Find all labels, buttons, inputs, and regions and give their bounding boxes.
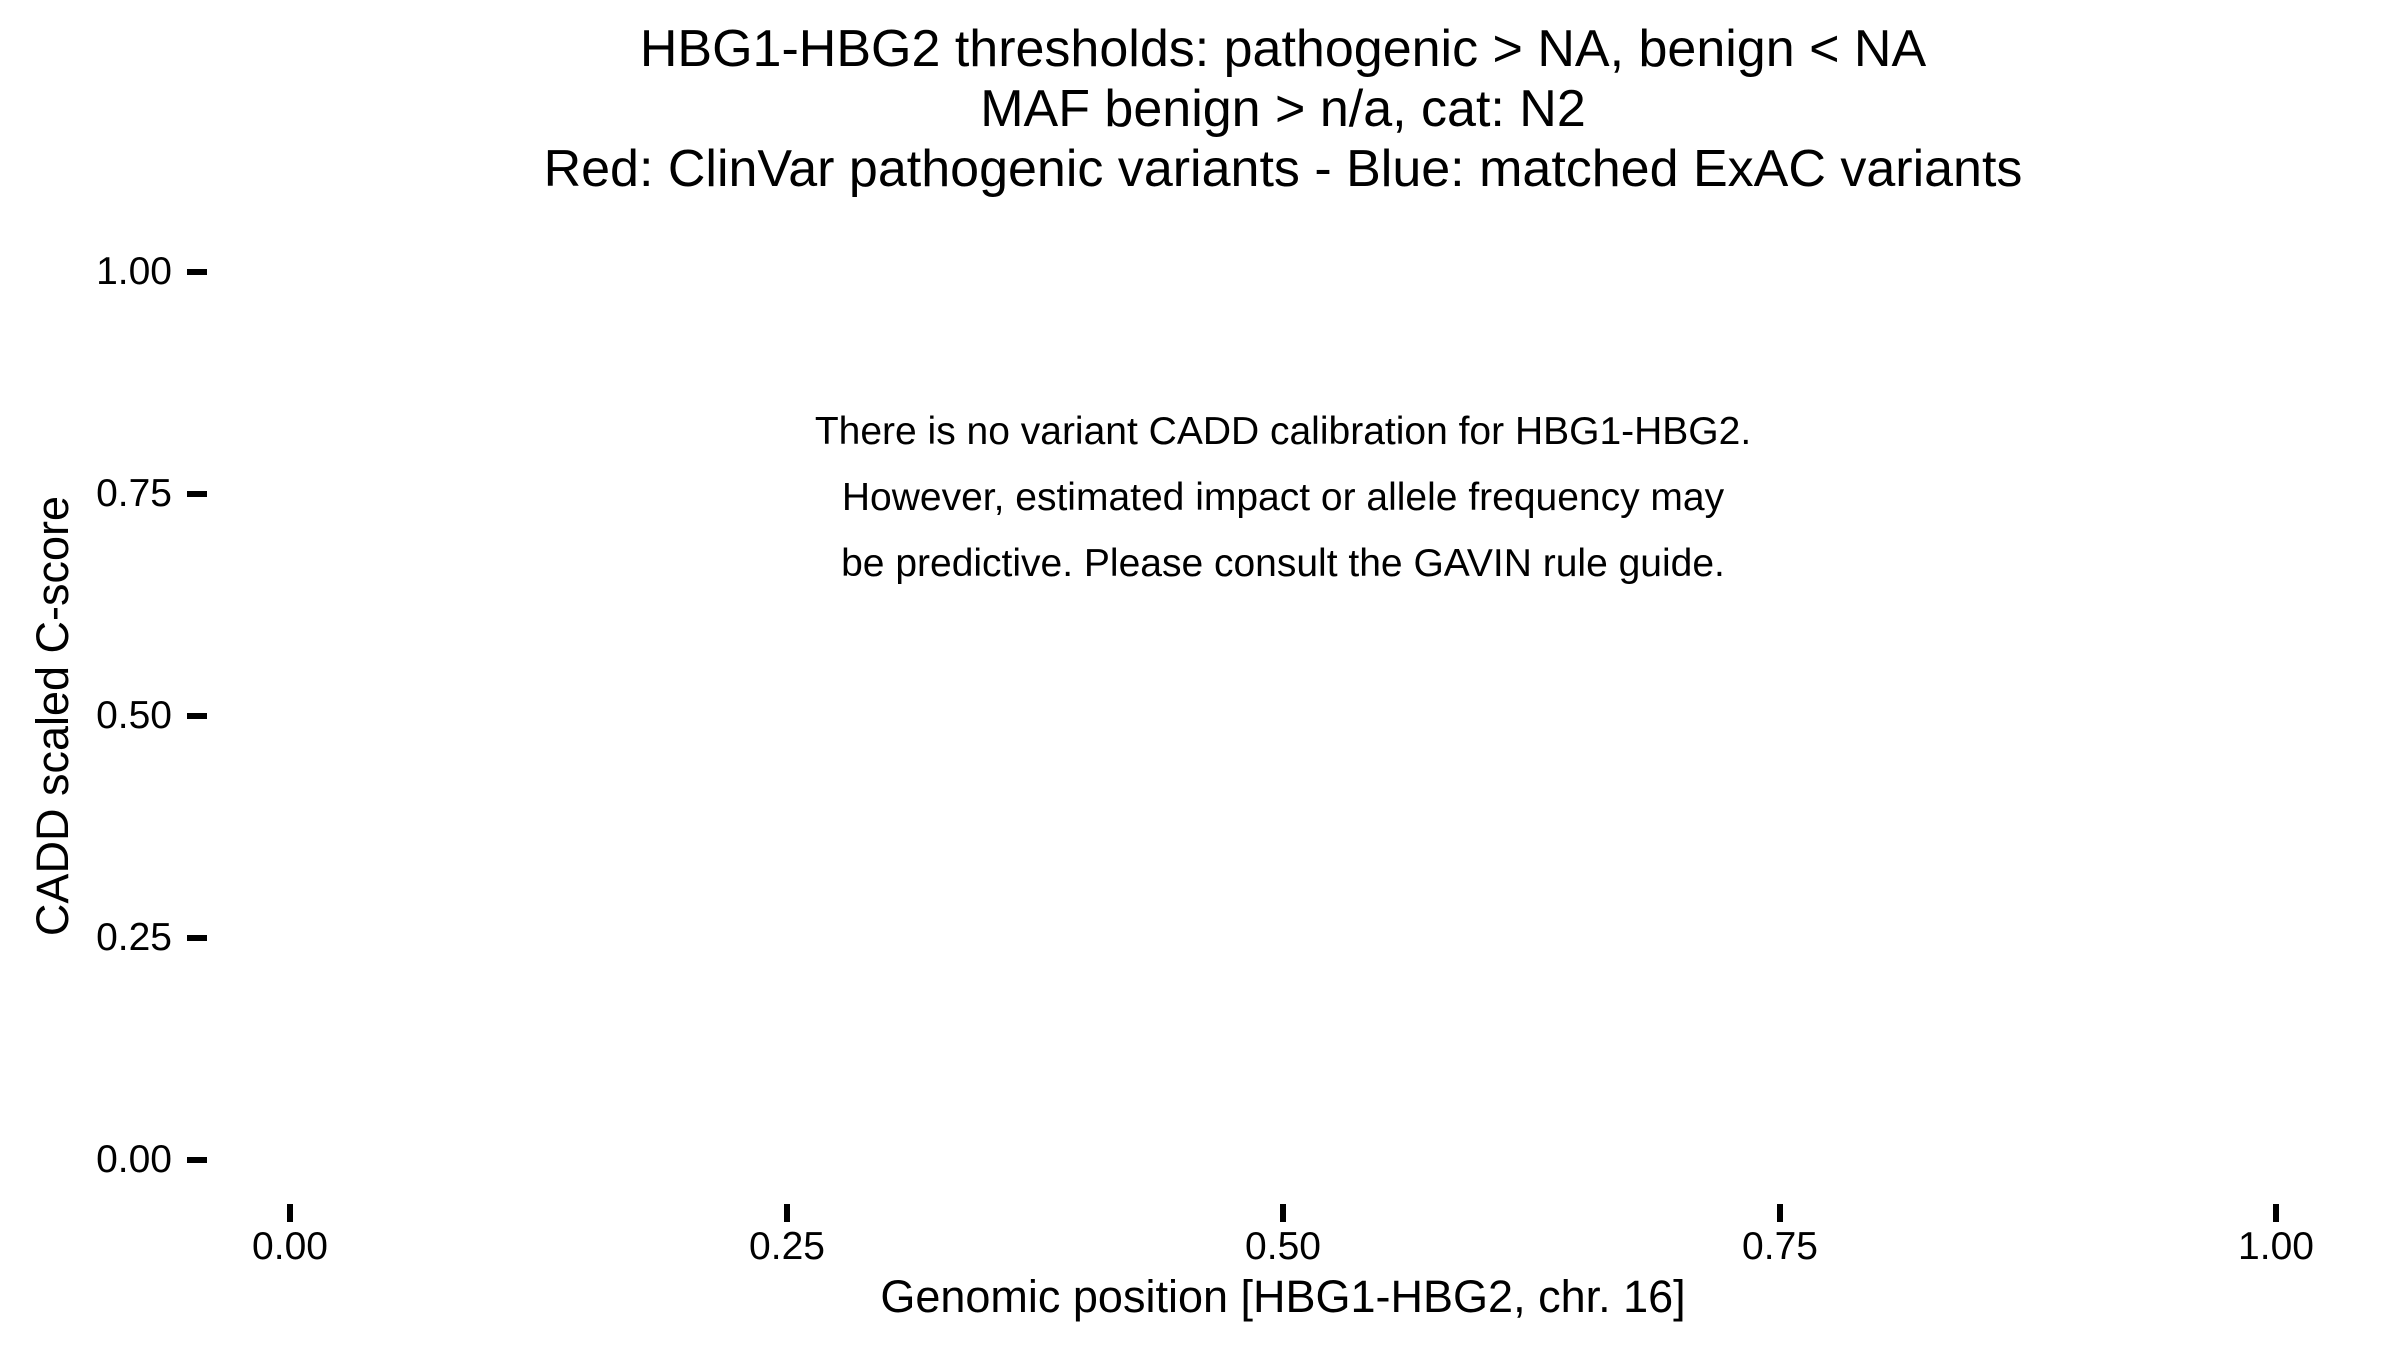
x-tick-label-0.75: 0.75	[1742, 1225, 1818, 1268]
x-tick-mark-0.00	[287, 1204, 293, 1222]
plot-annotation-line-1: There is no variant CADD calibration for HBG1-HBG2.	[814, 410, 1752, 453]
x-tick-mark-1.00	[2273, 1204, 2279, 1222]
y-tick-mark-0.25	[187, 935, 207, 941]
x-tick-mark-0.25	[784, 1204, 790, 1222]
y-tick-label-0.50: 0.50	[96, 694, 172, 737]
x-tick-label-1.00: 1.00	[2238, 1225, 2314, 1268]
y-tick-mark-0.50	[187, 713, 207, 719]
x-tick-label-0.50: 0.50	[1245, 1225, 1321, 1268]
y-tick-label-0.75: 0.75	[96, 472, 172, 515]
x-axis-title: Genomic position [HBG1-HBG2, chr. 16]	[880, 1271, 1686, 1322]
plot-annotation-line-2: However, estimated impact or allele frequency may	[841, 476, 1725, 519]
plot-subtitle: Red: ClinVar pathogenic variants - Blue: matched ExAC variants	[543, 140, 2023, 198]
x-tick-mark-0.50	[1280, 1204, 1286, 1222]
x-tick-mark-0.75	[1777, 1204, 1783, 1222]
x-tick-label-0.25: 0.25	[749, 1225, 825, 1268]
x-tick-label-0.00: 0.00	[252, 1225, 328, 1268]
plot-annotation-line-3: be predictive. Please consult the GAVIN rule guide.	[841, 542, 1725, 585]
y-tick-mark-0.75	[187, 491, 207, 497]
y-tick-mark-1.00	[187, 269, 207, 275]
plot-annotation	[166, 399, 2400, 597]
y-tick-mark-0.00	[187, 1157, 207, 1163]
y-axis-title: CADD scaled C-score	[27, 495, 78, 937]
plot-title	[166, 19, 2400, 199]
plot-title-line-2: MAF benign > n/a, cat: N2	[980, 80, 1586, 138]
plot-title-line-1: HBG1-HBG2 thresholds: pathogenic > NA, benign < NA	[639, 20, 1927, 78]
y-tick-label-0.25: 0.25	[96, 916, 172, 959]
y-tick-label-0.00: 0.00	[96, 1138, 172, 1181]
y-tick-label-1.00: 1.00	[96, 250, 172, 293]
